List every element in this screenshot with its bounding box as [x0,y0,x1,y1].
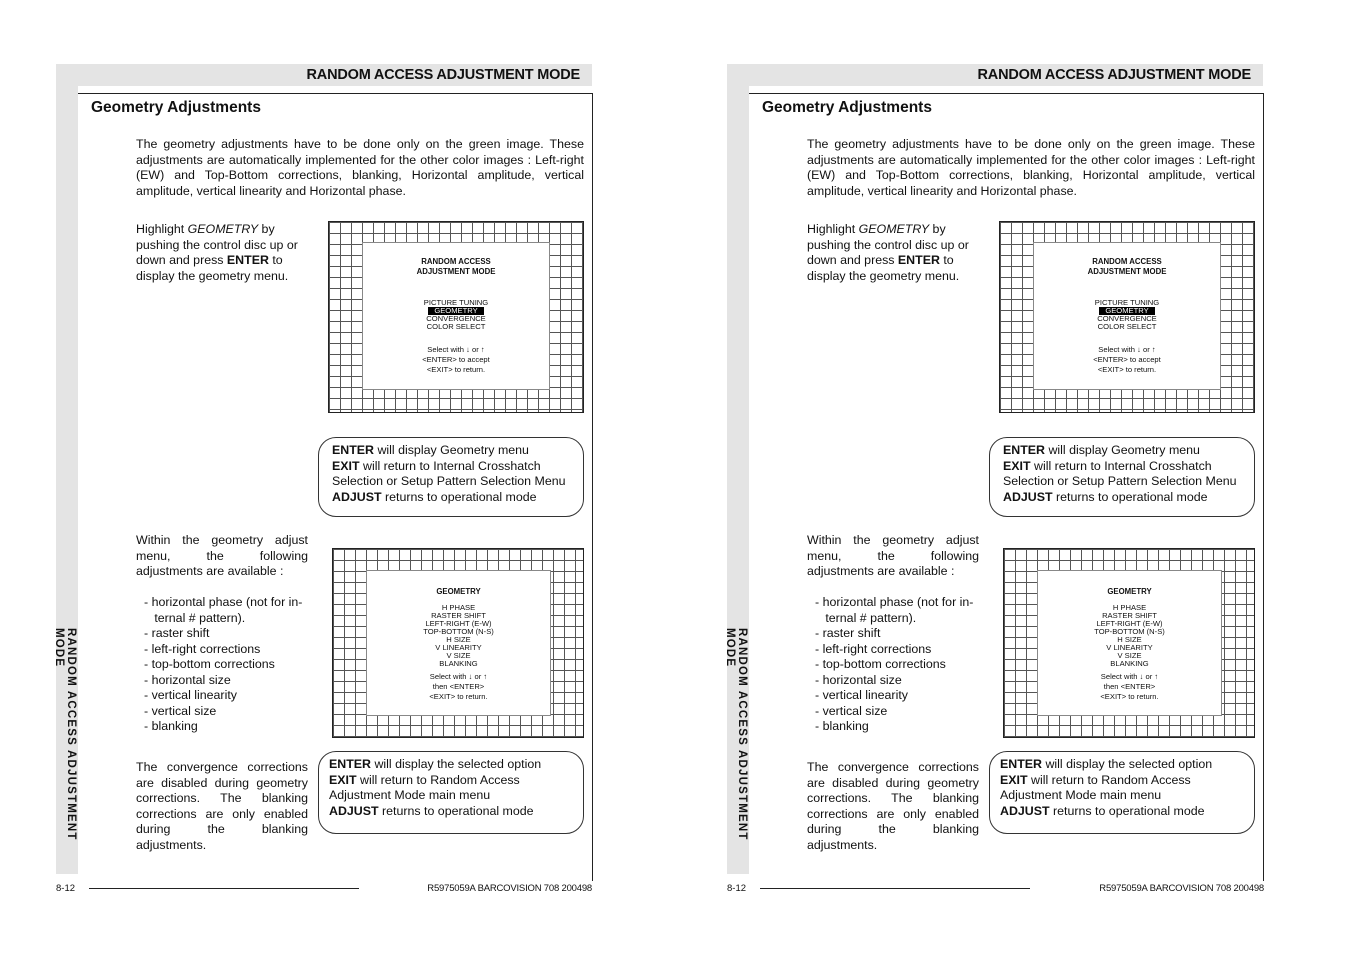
highlight-post: to display the geometry menu. [136,253,289,283]
menu-item-picture-tuning[interactable]: PICTURE TUNING [1094,298,1160,307]
callout-enter-key: ENTER [1003,443,1045,457]
section-title: Geometry Adjustments [762,99,932,116]
footer-reference: R5975059A BARCOVISION 708 200498 [1099,883,1264,894]
list-item: - vertical linearity [815,688,908,702]
callout-adjust-key: ADJUST [332,489,382,504]
geometry-help-select: Select with ↓ or ↑ [429,672,488,681]
manual-page-right [724,0,1287,954]
menu-item-color-select[interactable]: COLOR SELECT [426,322,486,331]
highlight-pre: Highlight [136,222,188,236]
geometry-item-blanking[interactable]: BLANKING [439,659,478,668]
highlight-italic: GEOMETRY [187,222,259,236]
callout-exit-text: will return to Internal Crosshatch Selection or Setup Pattern Selection Menu [332,458,566,488]
callout-enter-key: ENTER [1000,757,1042,771]
list-item: - blanking [815,719,869,733]
geometry-item-h-phase[interactable]: H PHASE [441,603,476,612]
geometry-item-v-linearity[interactable]: V LINEARITY [435,643,482,652]
osd-menu-random-access [1033,242,1221,390]
geometry-help-exit: <EXIT> to return. [1100,692,1159,701]
highlight-bold: ENTER [897,253,940,268]
menu-help-select: Select with ↓ or ↑ [427,345,485,354]
adjustment-options-list [815,595,985,735]
list-item: - horizontal size [815,672,902,687]
frame-top-rule [78,93,592,94]
highlight-mid: by pushing the control disc up or down and press [136,222,298,268]
highlight-post: to display the geometry menu. [807,253,960,283]
geometry-item-left-right[interactable]: LEFT-RIGHT (E-W) [1096,619,1163,628]
section-title: Geometry Adjustments [91,99,261,116]
menu-title-line1: RANDOM ACCESS [421,257,491,266]
within-paragraph: Within the geometry adjust menu, the following adjustments are available : [807,533,979,579]
menu-item-convergence[interactable]: CONVERGENCE [1097,314,1157,323]
list-item: - top-bottom corrections [815,657,946,671]
footer-rule [89,888,359,889]
crosshatch-screen-2 [332,548,584,738]
geometry-help-enter: then <ENTER> [432,682,485,691]
menu-help-enter: <ENTER> to accept [1093,355,1161,364]
chapter-header: RANDOM ACCESS ADJUSTMENT MODE [306,67,580,83]
callout-exit-text: will return to Random Access Adjustment Mode main menu [329,772,520,802]
callout-adjust-text: returns to operational mode [381,489,537,504]
callout-adjust-text: returns to operational mode [378,803,534,818]
adjustment-options-list [144,595,314,735]
frame-top-rule [749,93,1263,94]
menu-title-line2: ADJUSTMENT MODE [416,267,496,276]
within-paragraph: Within the geometry adjust menu, the following adjustments are available : [136,533,308,579]
list-item: - raster shift [144,626,210,640]
page-number: 8-12 [727,883,747,894]
geometry-item-raster-shift[interactable]: RASTER SHIFT [431,611,486,620]
list-item: - horizontal phase (not for in- [144,595,303,609]
menu-item-color-select[interactable]: COLOR SELECT [1097,322,1157,331]
list-item: - vertical size [815,703,888,718]
callout-option-keys [318,751,584,834]
callout-adjust-key: ADJUST [329,803,379,818]
menu-help-enter: <ENTER> to accept [422,355,490,364]
callout-enter-key: ENTER [332,443,374,457]
menu-title-line2: ADJUSTMENT MODE [1087,267,1167,276]
list-item: - vertical size [144,703,217,718]
crosshatch-screen-1 [999,221,1255,413]
highlight-bold: ENTER [226,253,269,268]
list-item: - blanking [144,719,198,733]
highlight-pre: Highlight [807,222,859,236]
osd-menu-geometry [366,570,551,716]
manual-page-left [53,0,616,954]
footer-reference: R5975059A BARCOVISION 708 200498 [427,883,592,894]
menu-title-line1: RANDOM ACCESS [1092,257,1162,266]
geometry-item-top-bottom[interactable]: TOP-BOTTOM (N-S) [423,627,494,636]
callout-enter-key: ENTER [329,757,371,771]
callout-exit-key: EXIT [1000,772,1028,787]
list-item: - horizontal size [144,672,231,687]
menu-help-exit: <EXIT> to return. [1097,365,1157,374]
callout-geometry-keys [318,437,584,517]
side-chapter-label: RANDOM ACCESS ADJUSTMENT MODE [724,628,748,841]
list-item: - raster shift [815,626,881,640]
convergence-paragraph: The convergence corrections are disabled during geometry corrections. The blanking corrections are only enabled during the blanking adjustments. [136,760,308,852]
geometry-menu-title: GEOMETRY [436,587,481,596]
callout-adjust-text: returns to operational mode [1052,489,1208,504]
menu-item-geometry-selected[interactable]: GEOMETRY [1099,307,1154,315]
frame-right-rule [592,93,593,881]
callout-exit-key: EXIT [1003,458,1031,473]
callout-adjust-key: ADJUST [1000,803,1050,818]
footer-rule [760,888,1030,889]
highlight-instruction [136,222,308,284]
callout-adjust-key: ADJUST [1003,489,1053,504]
crosshatch-screen-2 [1003,548,1255,738]
callout-exit-key: EXIT [329,772,357,787]
list-item: ternal # pattern). [144,610,246,625]
callout-exit-text: will return to Internal Crosshatch Selection or Setup Pattern Selection Menu [1003,458,1237,488]
list-item: - top-bottom corrections [144,657,275,671]
list-item: - left-right corrections [144,641,261,656]
menu-item-picture-tuning[interactable]: PICTURE TUNING [423,298,489,307]
geometry-item-left-right[interactable]: LEFT-RIGHT (E-W) [425,619,492,628]
page-number: 8-12 [56,883,76,894]
geometry-help-exit: <EXIT> to return. [429,692,488,701]
geometry-help-enter: then <ENTER> [1103,682,1156,691]
geometry-item-h-size[interactable]: H SIZE [1117,635,1142,644]
callout-option-keys [989,751,1255,834]
side-chapter-label: RANDOM ACCESS ADJUSTMENT MODE [53,628,77,841]
highlight-mid: by pushing the control disc up or down and press [807,222,969,268]
highlight-instruction [807,222,979,284]
callout-exit-text: will return to Random Access Adjustment Mode main menu [1000,772,1191,802]
osd-menu-random-access [362,242,550,390]
geometry-item-blanking[interactable]: BLANKING [1110,659,1149,668]
menu-item-geometry-selected[interactable]: GEOMETRY [428,307,483,315]
callout-exit-key: EXIT [332,458,360,473]
geometry-item-v-linearity[interactable]: V LINEARITY [1106,643,1153,652]
osd-menu-geometry [1037,570,1222,716]
convergence-paragraph: The convergence corrections are disabled during geometry corrections. The blanking corrections are only enabled during the blanking adjustments. [807,760,979,852]
menu-item-convergence[interactable]: CONVERGENCE [426,314,486,323]
geometry-help-select: Select with ↓ or ↑ [1100,672,1159,681]
callout-geometry-keys [989,437,1255,517]
list-item: - horizontal phase (not for in- [815,595,974,609]
geometry-item-v-size[interactable]: V SIZE [446,651,471,660]
callout-enter-text: will display the selected option [371,757,542,771]
intro-paragraph: The geometry adjustments have to be done only on the green image. These adjustments are automatically implemented for the other color images : Left-right (EW) and Top-Bottom corrections, blanking, Horizontal amplitude, vertical amplitude, vertical linearity and Horizontal phase. [136,137,584,198]
intro-paragraph: The geometry adjustments have to be done only on the green image. These adjustments are automatically implemented for the other color images : Left-right (EW) and Top-Bottom corrections, blanking, Horizontal amplitude, vertical amplitude, vertical linearity and Horizontal phase. [807,137,1255,198]
callout-enter-text: will display Geometry menu [1045,443,1200,457]
callout-adjust-text: returns to operational mode [1049,803,1205,818]
geometry-item-h-size[interactable]: H SIZE [446,635,471,644]
geometry-item-v-size[interactable]: V SIZE [1117,651,1142,660]
geometry-menu-title: GEOMETRY [1107,587,1152,596]
callout-enter-text: will display the selected option [1042,757,1213,771]
geometry-item-top-bottom[interactable]: TOP-BOTTOM (N-S) [1094,627,1165,636]
highlight-italic: GEOMETRY [858,222,930,236]
list-item: ternal # pattern). [815,610,917,625]
list-item: - vertical linearity [144,688,237,702]
menu-help-select: Select with ↓ or ↑ [1098,345,1156,354]
callout-enter-text: will display Geometry menu [374,443,529,457]
geometry-item-raster-shift[interactable]: RASTER SHIFT [1102,611,1157,620]
frame-right-rule [1263,93,1264,881]
crosshatch-screen-1 [328,221,584,413]
chapter-header: RANDOM ACCESS ADJUSTMENT MODE [977,67,1251,83]
list-item: - left-right corrections [815,641,932,656]
menu-help-exit: <EXIT> to return. [426,365,486,374]
geometry-item-h-phase[interactable]: H PHASE [1112,603,1147,612]
